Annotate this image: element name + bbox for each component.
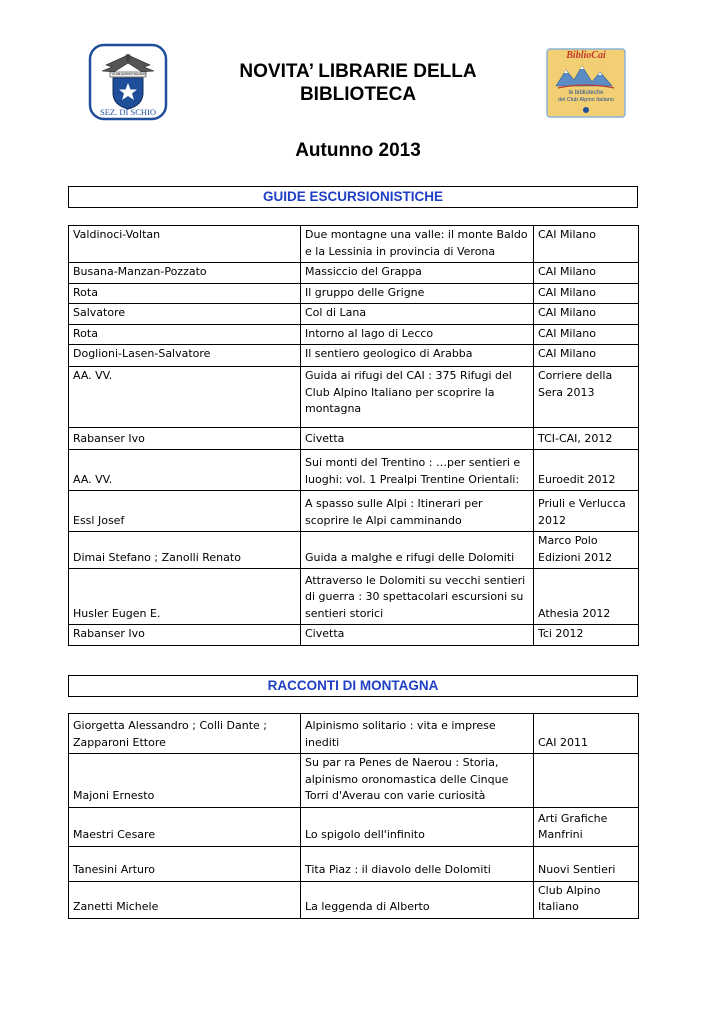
page-title-line-1: NOVITA’ LIBRARIE DELLA — [239, 61, 477, 82]
author-cell: AA. VV. — [69, 450, 301, 491]
table-row — [69, 532, 639, 569]
author-cell: Husler Eugen E. — [69, 569, 301, 625]
author-cell: Dimai Stefano ; Zanolli Renato — [69, 532, 301, 569]
publisher-cell: Tci 2012 — [534, 625, 639, 646]
author-cell: Tanesini Arturo — [69, 846, 301, 881]
title-cell: Alpinismo solitario : vita e imprese inediti — [301, 714, 534, 754]
publisher-cell: Athesia 2012 — [534, 569, 639, 625]
page-title — [200, 60, 516, 106]
table-row — [69, 450, 639, 491]
publisher-cell: CAI Milano — [534, 226, 639, 263]
author-cell: Salvatore — [69, 304, 301, 325]
section-title-guide: GUIDE ESCURSIONISTICHE — [68, 186, 638, 208]
title-cell: Due montagne una valle: il monte Baldo e la Lessinia in provincia di Verona — [301, 226, 534, 263]
author-cell: Essl Josef — [69, 491, 301, 532]
table-row — [69, 226, 639, 263]
bibliocai-caption-2: del Club Alpino Italiano — [558, 97, 614, 103]
publisher-cell: Corriere della Sera 2013 — [534, 367, 639, 428]
section-title-racconti: RACCONTI DI MONTAGNA — [68, 675, 638, 697]
author-cell: Majoni Ernesto — [69, 754, 301, 808]
author-cell: Doglioni-Lasen-Salvatore — [69, 345, 301, 367]
publisher-cell: CAI Milano — [534, 263, 639, 284]
title-cell: Intorno al lago di Lecco — [301, 324, 534, 345]
title-cell: Tita Piaz : il diavolo delle Dolomiti — [301, 846, 534, 881]
logo-banner-text: CLUB ALPINO ITALIANO — [112, 72, 146, 76]
table-row — [69, 714, 639, 754]
table-row — [69, 345, 639, 367]
title-cell: Sui monti del Trentino : …per sentieri e luoghi: vol. 1 Prealpi Trentine Orientali: — [301, 450, 534, 491]
table-row — [69, 304, 639, 325]
title-cell: Col di Lana — [301, 304, 534, 325]
publisher-cell: CAI Milano — [534, 324, 639, 345]
publisher-cell: Arti Grafiche Manfrini — [534, 807, 639, 846]
title-cell: Il sentiero geologico di Arabba — [301, 345, 534, 367]
author-cell: Rota — [69, 283, 301, 304]
page-title-line-2: BIBLIOTECA — [299, 84, 417, 105]
publisher-cell — [534, 754, 639, 808]
table-row — [69, 754, 639, 808]
title-cell: A spasso sulle Alpi : Itinerari per scoprire le Alpi camminando — [301, 491, 534, 532]
title-cell: Massiccio del Grappa — [301, 263, 534, 284]
publisher-cell: TCI-CAI, 2012 — [534, 428, 639, 450]
books-table-racconti — [68, 713, 639, 919]
title-cell: Attraverso le Dolomiti su vecchi sentieri di guerra : 30 spettacolari escursioni su sentieri storici — [301, 569, 534, 625]
books-table-guide — [68, 225, 639, 646]
cai-schio-logo — [88, 43, 168, 121]
table-row — [69, 881, 639, 918]
title-cell: Lo spigolo dell'infinito — [301, 807, 534, 846]
table-row — [69, 263, 639, 284]
author-cell: Valdinoci-Voltan — [69, 226, 301, 263]
table-row — [69, 324, 639, 345]
publisher-cell: Club Alpino Italiano — [534, 881, 639, 918]
bibliocai-logo — [546, 48, 626, 118]
title-cell: Civetta — [301, 625, 534, 646]
author-cell: Busana-Manzan-Pozzato — [69, 263, 301, 284]
publisher-cell: CAI Milano — [534, 304, 639, 325]
author-cell: Rabanser Ivo — [69, 428, 301, 450]
title-cell: Guida ai rifugi del CAI : 375 Rifugi del Club Alpino Italiano per scoprire la montagna — [301, 367, 534, 428]
title-cell: Il gruppo delle Grigne — [301, 283, 534, 304]
table-row — [69, 846, 639, 881]
author-cell: AA. VV. — [69, 367, 301, 428]
page-subtitle: Autunno 2013 — [295, 140, 421, 161]
publisher-cell: Marco Polo Edizioni 2012 — [534, 532, 639, 569]
publisher-cell: CAI Milano — [534, 345, 639, 367]
bibliocai-title: BiblioCai — [566, 50, 606, 61]
publisher-cell: CAI Milano — [534, 283, 639, 304]
author-cell: Rota — [69, 324, 301, 345]
title-cell: La leggenda di Alberto — [301, 881, 534, 918]
table-row — [69, 367, 639, 428]
title-cell: Su par ra Penes de Naerou : Storia, alpinismo oronomastica delle Cinque Torri d'Averau con varie curiosità — [301, 754, 534, 808]
table-row — [69, 283, 639, 304]
logo-section-label: SEZ. DI SCHIO — [100, 107, 156, 117]
publisher-cell: Priuli e Verlucca 2012 — [534, 491, 639, 532]
author-cell: Maestri Cesare — [69, 807, 301, 846]
publisher-cell: Nuovi Sentieri — [534, 846, 639, 881]
table-row — [69, 569, 639, 625]
publisher-cell: CAI 2011 — [534, 714, 639, 754]
table-row — [69, 807, 639, 846]
table-row — [69, 428, 639, 450]
title-cell: Civetta — [301, 428, 534, 450]
author-cell: Rabanser Ivo — [69, 625, 301, 646]
bibliocai-caption-1: le biblioteche — [568, 90, 604, 96]
author-cell: Giorgetta Alessandro ; Colli Dante ; Zapparoni Ettore — [69, 714, 301, 754]
table-row — [69, 625, 639, 646]
table-row — [69, 491, 639, 532]
title-cell: Guida a malghe e rifugi delle Dolomiti — [301, 532, 534, 569]
publisher-cell: Euroedit 2012 — [534, 450, 639, 491]
author-cell: Zanetti Michele — [69, 881, 301, 918]
